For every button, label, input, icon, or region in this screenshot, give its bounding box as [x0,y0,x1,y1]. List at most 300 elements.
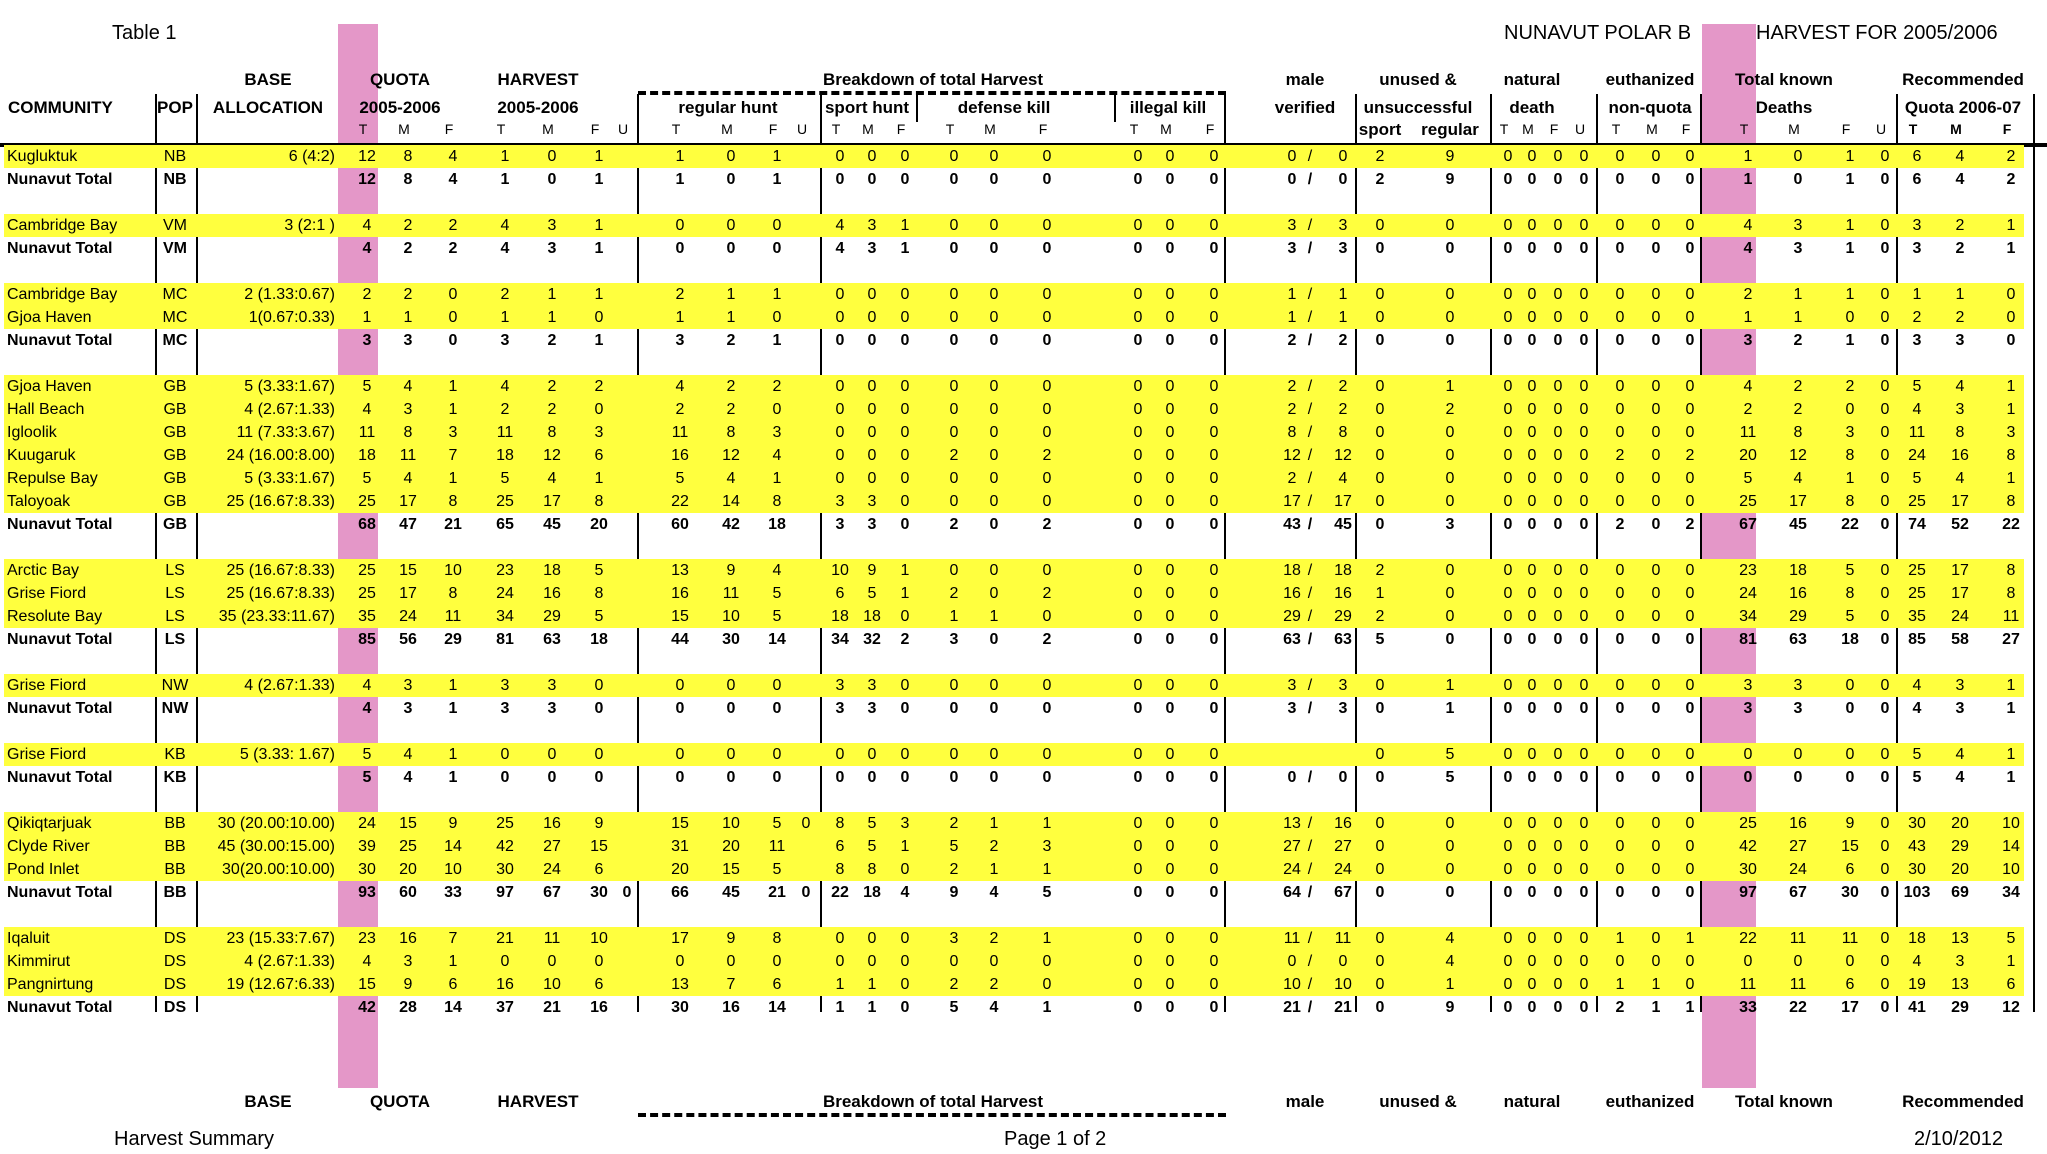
community-cell: Pond Inlet [7,861,80,878]
nd-cell: 0 [1503,953,1513,970]
nd-cell: 0 [1553,378,1563,395]
eu-cell: 0 [1685,677,1695,694]
rec-cell: 5 [2006,930,2016,947]
allocation-cell: 5 (3.33:1.67) [244,378,335,395]
rec-cell: 4 [1912,953,1922,970]
eu-cell: 1 [1685,930,1695,947]
table-row [0,674,2047,697]
rh-cell: 5 [772,815,782,832]
allocation-cell: 25 (16.67:8.33) [226,585,335,602]
sh-cell: 1 [900,585,910,602]
male-verified-separator: / [1307,631,1313,648]
eu-cell: 0 [1685,240,1695,257]
sh-cell: 3 [867,217,877,234]
ik-cell: 0 [1165,332,1175,349]
ik-cell: 0 [1133,516,1143,533]
nd-cell: 0 [1579,493,1589,510]
q-cell: 39 [358,838,376,855]
unused-sport-cell: 0 [1375,769,1385,786]
nd-cell: 0 [1553,700,1563,717]
sh-cell: 0 [867,309,877,326]
h-cell: 0 [594,746,604,763]
ik-cell: 0 [1165,171,1175,188]
community-cell: Nunavut Total [7,769,113,786]
breakdown-dash-bottom [638,1113,1226,1117]
dk-cell: 1 [1042,815,1052,832]
foot-hdr-quota: QUOTA [369,1092,431,1111]
h-cell: 8 [594,585,604,602]
rh-cell: 11 [722,585,740,602]
rh-cell: 0 [726,769,736,786]
footer-right: 2/10/2012 [1914,1128,2003,1150]
eu-cell: 0 [1615,838,1625,855]
dk-cell: 0 [989,631,999,648]
sub-header-dk-t: T [945,121,955,137]
tk-cell: 3 [1743,677,1753,694]
pop-cell: GB [163,378,187,395]
nd-cell: 0 [1579,470,1589,487]
dk-cell: 0 [949,332,959,349]
rh-cell: 0 [675,953,685,970]
tk-cell: 0 [1880,999,1890,1016]
unused-sport-cell: 0 [1375,401,1385,418]
ik-cell: 0 [1209,884,1219,901]
male-verified-cell: 2 [1287,378,1297,395]
rec-cell: 3 [1955,332,1965,349]
tk-cell: 1 [1845,470,1855,487]
nd-cell: 0 [1527,677,1537,694]
sh-cell: 0 [900,332,910,349]
dk-cell: 2 [949,447,959,464]
tk-cell: 0 [1880,585,1890,602]
rh-cell: 0 [726,217,736,234]
male-verified-cell: 2 [1338,332,1348,349]
allocation-cell: 25 (16.67:8.33) [226,493,335,510]
sh-cell: 0 [867,378,877,395]
tk-cell: 0 [1880,884,1890,901]
nd-cell: 0 [1503,424,1513,441]
rec-cell: 6 [1912,171,1922,188]
col-divider [916,94,918,122]
ik-cell: 0 [1165,838,1175,855]
table-row [0,927,2047,950]
dk-cell: 1 [1042,999,1052,1016]
nd-cell: 0 [1579,769,1589,786]
rec-cell: 22 [2002,516,2020,533]
h-cell: 30 [496,861,514,878]
unused-sport-cell: 1 [1375,585,1385,602]
q-cell: 4 [362,217,372,234]
dk-cell: 0 [989,240,999,257]
h-cell: 20 [590,516,608,533]
q-cell: 2 [403,286,413,303]
unused-sport-cell: 0 [1375,470,1385,487]
eu-cell: 2 [1615,516,1625,533]
sh-cell: 22 [831,884,849,901]
sh-cell: 0 [835,286,845,303]
h-cell: 16 [496,976,514,993]
rh-cell: 5 [675,470,685,487]
male-verified-cell: 0 [1338,148,1348,165]
nd-cell: 0 [1579,378,1589,395]
eu-cell: 0 [1651,401,1661,418]
pop-cell: LS [165,562,185,579]
rec-cell: 11 [1908,424,1926,441]
tk-cell: 2 [1793,401,1803,418]
tk-cell: 0 [1880,746,1890,763]
ik-cell: 0 [1165,608,1175,625]
male-verified-cell: 16 [1334,815,1352,832]
unused-regular-cell: 0 [1445,217,1455,234]
male-verified-separator: / [1307,815,1313,832]
rec-cell: 27 [2002,631,2020,648]
eu-cell: 0 [1685,401,1695,418]
h-cell: 1 [500,309,510,326]
unused-sport-cell: 0 [1375,815,1385,832]
ik-cell: 0 [1209,976,1219,993]
rh-cell: 31 [671,838,689,855]
sh-cell: 0 [867,401,877,418]
tk-cell: 0 [1880,332,1890,349]
dk-cell: 0 [949,171,959,188]
dk-cell: 2 [949,516,959,533]
breakdown-dash-top [638,91,1226,95]
ik-cell: 0 [1209,424,1219,441]
rh-cell: 11 [671,424,689,441]
nd-cell: 0 [1527,746,1537,763]
community-cell: Grise Fiord [7,677,87,694]
nd-cell: 0 [1503,401,1513,418]
tk-cell: 0 [1880,838,1890,855]
hdr-unsuccessful: unsuccessful [1363,98,1473,117]
eu-cell: 0 [1685,976,1695,993]
male-verified-cell: 3 [1338,700,1348,717]
eu-cell: 0 [1651,700,1661,717]
eu-cell: 0 [1685,838,1695,855]
dk-cell: 2 [989,838,999,855]
tk-cell: 1 [1845,217,1855,234]
nd-cell: 0 [1527,815,1537,832]
rec-cell: 18 [1908,930,1926,947]
sh-cell: 0 [900,999,910,1016]
ik-cell: 0 [1133,631,1143,648]
unused-regular-cell: 0 [1445,585,1455,602]
nd-cell: 0 [1579,148,1589,165]
sub-header-rh-f: F [768,121,778,137]
male-verified-cell: 64 [1283,884,1301,901]
rh-cell: 17 [671,930,689,947]
q-cell: 10 [444,562,462,579]
rh-cell: 1 [772,286,782,303]
ik-cell: 0 [1209,608,1219,625]
tk-cell: 3 [1845,424,1855,441]
rh-cell: 3 [675,332,685,349]
sub-header-rh-u: U [796,121,808,137]
ik-cell: 0 [1209,286,1219,303]
table-row [0,490,2047,513]
rh-cell: 8 [726,424,736,441]
dk-cell: 0 [989,562,999,579]
rec-cell: 4 [1955,148,1965,165]
nd-cell: 0 [1553,309,1563,326]
rh-cell: 2 [675,286,685,303]
eu-cell: 2 [1615,999,1625,1016]
sh-cell: 0 [835,470,845,487]
eu-cell: 0 [1685,378,1695,395]
pop-cell: DS [163,930,187,947]
rec-cell: 0 [2006,309,2016,326]
hdr-death: death [1509,98,1555,117]
nd-cell: 0 [1503,493,1513,510]
dk-cell: 0 [949,148,959,165]
q-cell: 25 [358,562,376,579]
tk-cell: 0 [1880,516,1890,533]
tk-cell: 0 [1880,493,1890,510]
nd-cell: 0 [1527,631,1537,648]
community-cell: Qikiqtarjuak [7,815,92,832]
dk-cell: 0 [949,424,959,441]
tk-cell: 6 [1845,861,1855,878]
sh-cell: 3 [835,493,845,510]
sh-cell: 0 [835,447,845,464]
unused-sport-cell: 0 [1375,884,1385,901]
sh-cell: 0 [835,769,845,786]
ik-cell: 0 [1133,999,1143,1016]
nd-cell: 0 [1553,631,1563,648]
male-verified-cell: 29 [1283,608,1301,625]
sh-cell: 0 [867,769,877,786]
hdr-quota: QUOTA [369,70,431,89]
rh-cell: 0 [772,769,782,786]
eu-cell: 0 [1615,401,1625,418]
rec-cell: 3 [1955,677,1965,694]
q-cell: 1 [448,769,458,786]
nd-cell: 0 [1503,516,1513,533]
h-cell: 0 [594,769,604,786]
nd-cell: 0 [1503,884,1513,901]
hdr-community: COMMUNITY [8,98,113,117]
tk-cell: 63 [1789,631,1807,648]
unused-regular-cell: 2 [1445,401,1455,418]
sh-cell: 0 [835,746,845,763]
rh-cell: 14 [768,999,786,1016]
hdr-rec-year: Quota 2006-07 [1904,98,2022,117]
q-cell: 4 [403,769,413,786]
tk-cell: 0 [1845,309,1855,326]
tk-cell: 0 [1793,148,1803,165]
hdr-harvest: HARVEST [497,70,579,89]
q-cell: 4 [362,240,372,257]
sub-header-ik-t: T [1129,121,1139,137]
sh-cell: 1 [900,240,910,257]
rec-cell: 20 [1951,815,1969,832]
nd-cell: 0 [1527,401,1537,418]
rec-cell: 30 [1908,861,1926,878]
unused-sport-cell: 2 [1375,608,1385,625]
ik-cell: 0 [1209,171,1219,188]
dk-cell: 0 [1042,217,1052,234]
ik-cell: 0 [1165,447,1175,464]
eu-cell: 0 [1685,286,1695,303]
q-cell: 29 [444,631,462,648]
dk-cell: 0 [989,769,999,786]
h-cell: 2 [594,378,604,395]
community-cell: Nunavut Total [7,884,113,901]
ik-cell: 0 [1209,401,1219,418]
ik-cell: 0 [1165,976,1175,993]
h-cell: 1 [594,286,604,303]
ik-cell: 0 [1165,677,1175,694]
h-cell: 81 [496,631,514,648]
unused-regular-cell: 1 [1445,976,1455,993]
male-verified-separator: / [1307,562,1313,579]
tk-cell: 24 [1739,585,1757,602]
rh-cell: 20 [722,838,740,855]
male-verified-separator: / [1307,516,1313,533]
nd-cell: 0 [1527,148,1537,165]
rec-cell: 2 [2006,148,2016,165]
table-row [0,398,2047,421]
sh-cell: 0 [867,148,877,165]
rec-cell: 2 [1912,309,1922,326]
pop-cell: KB [164,746,186,763]
dk-cell: 0 [949,217,959,234]
eu-cell: 2 [1685,447,1695,464]
foot-hdr-breakdown: Breakdown of total Harvest [822,1092,1044,1111]
nd-cell: 0 [1503,700,1513,717]
ik-cell: 0 [1209,953,1219,970]
foot-hdr-base: BASE [244,1092,292,1111]
rec-cell: 19 [1908,976,1926,993]
male-verified-separator: / [1307,424,1313,441]
sub-header-nd-m: M [1522,121,1534,137]
tk-cell: 1 [1793,309,1803,326]
hdr-deaths: Deaths [1755,98,1813,117]
dk-cell: 2 [1042,516,1052,533]
tk-cell: 3 [1793,240,1803,257]
pop-cell: LS [165,608,185,625]
nd-cell: 0 [1527,953,1537,970]
unused-sport-cell: 2 [1375,562,1385,579]
rec-cell: 35 [1908,608,1926,625]
male-verified-cell: 27 [1283,838,1301,855]
eu-cell: 0 [1651,217,1661,234]
h-cell: 25 [496,815,514,832]
eu-cell: 0 [1685,608,1695,625]
nd-cell: 0 [1553,401,1563,418]
q-cell: 15 [358,976,376,993]
rh-cell: 0 [772,217,782,234]
dk-cell: 0 [989,309,999,326]
rh-cell: 8 [772,493,782,510]
nd-cell: 0 [1527,700,1537,717]
sh-cell: 34 [831,631,849,648]
pop-cell: VM [163,217,187,234]
tk-cell: 8 [1845,585,1855,602]
eu-cell: 0 [1615,470,1625,487]
nd-cell: 0 [1553,746,1563,763]
ik-cell: 0 [1133,677,1143,694]
pop-cell: NW [161,700,189,717]
male-verified-cell: 67 [1334,884,1352,901]
dk-cell: 0 [989,148,999,165]
sub-header-tk-f: F [1841,121,1851,137]
rec-cell: 103 [1903,884,1931,901]
eu-cell: 1 [1615,930,1625,947]
rec-cell: 14 [2002,838,2020,855]
nd-cell: 0 [1553,976,1563,993]
rh-cell: 4 [772,562,782,579]
nd-cell: 0 [1579,585,1589,602]
male-verified-separator: / [1307,286,1313,303]
nd-cell: 0 [1503,309,1513,326]
dk-cell: 0 [989,447,999,464]
eu-cell: 0 [1615,769,1625,786]
nd-cell: 0 [1527,309,1537,326]
sh-cell: 0 [900,769,910,786]
nd-cell: 0 [1553,930,1563,947]
sh-cell: 3 [867,240,877,257]
eu-cell: 0 [1685,424,1695,441]
unused-sport-cell: 0 [1375,447,1385,464]
rec-cell: 3 [1912,240,1922,257]
ik-cell: 0 [1133,585,1143,602]
footer-left: Harvest Summary [114,1128,275,1150]
h-cell: 21 [543,999,561,1016]
dk-cell: 0 [949,953,959,970]
ik-cell: 0 [1209,309,1219,326]
rec-cell: 29 [1951,838,1969,855]
table-label: Table 1 [112,22,177,44]
nd-cell: 0 [1553,562,1563,579]
eu-cell: 0 [1651,861,1661,878]
h-cell: 3 [594,424,604,441]
tk-cell: 15 [1841,838,1859,855]
total-row [0,628,2047,651]
nd-cell: 0 [1579,516,1589,533]
q-cell: 3 [403,332,413,349]
h-cell: 0 [594,953,604,970]
male-verified-separator: / [1307,470,1313,487]
unused-regular-cell: 0 [1445,861,1455,878]
dk-cell: 5 [949,838,959,855]
h-cell: 5 [594,562,604,579]
eu-cell: 0 [1685,769,1695,786]
rec-cell: 4 [1912,700,1922,717]
table-row [0,605,2047,628]
rec-cell: 5 [1912,769,1922,786]
h-cell: 15 [590,838,608,855]
dk-cell: 1 [1042,930,1052,947]
male-verified-cell: 10 [1334,976,1352,993]
rec-cell: 4 [1955,746,1965,763]
q-cell: 12 [358,171,376,188]
dk-cell: 0 [949,493,959,510]
h-cell: 2 [547,378,557,395]
h-cell: 42 [496,838,514,855]
sh-cell: 0 [900,447,910,464]
h-cell: 37 [496,999,514,1016]
ik-cell: 0 [1165,769,1175,786]
table-row [0,306,2047,329]
nd-cell: 0 [1527,930,1537,947]
tk-cell: 25 [1739,493,1757,510]
hdr-base: BASE [244,70,292,89]
sh-cell: 0 [867,470,877,487]
nd-cell: 0 [1503,999,1513,1016]
ik-cell: 0 [1133,861,1143,878]
q-cell: 3 [403,401,413,418]
